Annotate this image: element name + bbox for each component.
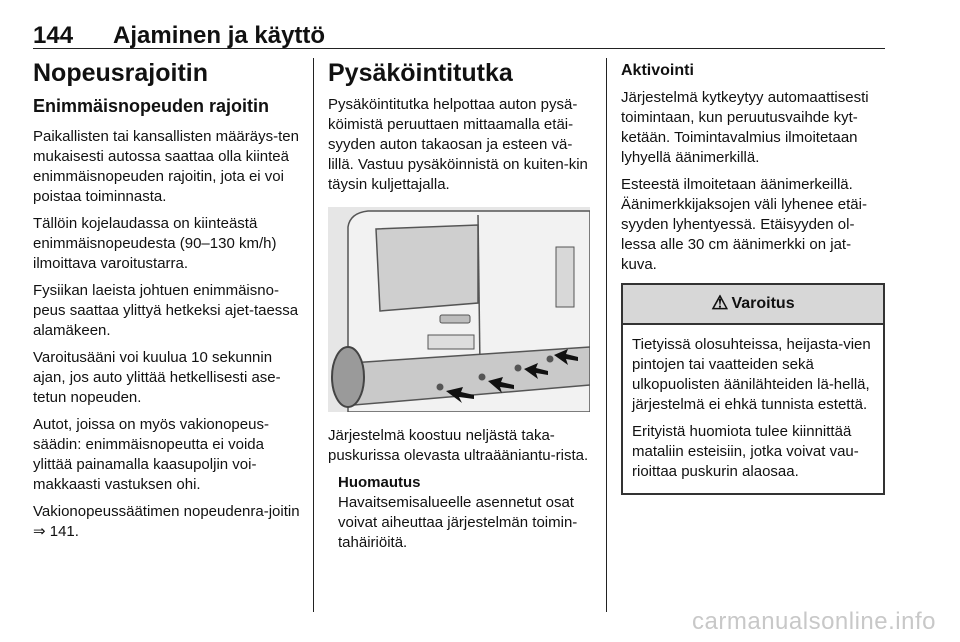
- note-title: Huomautus: [338, 474, 421, 492]
- warning-title: Varoitus: [731, 294, 795, 312]
- paragraph: Autot, joissa on myös vakionopeus-säädin: enimmäisnopeutta ei voida ylittää painamalla kaasupoljin voi-makkaasti vastuksen ohi.: [33, 415, 269, 493]
- page-number: 144: [33, 22, 74, 49]
- sensor-dot: [515, 365, 522, 372]
- column-divider: [606, 58, 607, 612]
- subsection-title: Enimmäisnopeuden rajoitin: [33, 96, 270, 117]
- warning-box: [621, 283, 885, 495]
- column-activation: [621, 58, 885, 495]
- sensor-dot: [479, 374, 486, 381]
- watermark: carmanualsonline.info: [692, 608, 936, 635]
- warning-text: Erityistä huomiota tulee kiinnittää mataliin esteisiin, jotka voivat vau-rioittaa puskurin alaosaa.: [632, 422, 859, 480]
- paragraph: Järjestelmä kytkeytyy automaattisesti toimintaan, kun peruutusvaihde kyt-ketään. Toimintavalmius ilmoitetaan lyhyellä äänimerkillä.: [621, 88, 869, 166]
- paragraph: Esteestä ilmoitetaan äänimerkeillä. Äänimerkkijaksojen väli lyhenee etäi-syyden lyhentyessä. Etäisyyden ol-lessa alle 30 cm äänimerkki on jat-kuva.: [621, 175, 867, 273]
- paragraph: Varoitusääni voi kuulua 10 sekunnin ajan, jos auto ylittää hetkellisesti ase-tetun nopeuden.: [33, 348, 281, 406]
- page-header: [33, 8, 885, 49]
- column-parking-radar: [328, 58, 596, 560]
- paragraph: Järjestelmä koostuu neljästä taka-puskurissa olevasta ultraääniantu-rista.: [328, 427, 589, 465]
- rear-bumper-sensors-illustration: [328, 207, 590, 412]
- warning-body: [623, 325, 883, 493]
- warning-triangle-icon: ⚠: [711, 293, 729, 315]
- section-title: Pysäköintitutka: [328, 59, 513, 87]
- paragraph: Pysäköintitutka helpottaa auton pysä-köimistä peruuttaen mittaamalla etäi-syyden auton takaosan ja esteen vä-lillä. Vastuu pysäköinnistä on kuiten-kin täysin kuljettajalla.: [328, 96, 588, 194]
- section-title: Aktivointi: [621, 62, 694, 79]
- column-speed-limiter: [33, 58, 301, 549]
- paragraph: Tällöin kojelaudassa on kiinteästä enimmäisnopeudesta (90–130 km/h) ilmoittava varoitustarra.: [33, 214, 277, 272]
- sensor-dot: [547, 356, 554, 363]
- warning-header: [623, 285, 883, 325]
- paragraph: Fysiikan laeista johtuen enimmäisno-peus saattaa ylittyä hetkeksi ajet-taessa alamäkeen.: [33, 281, 299, 339]
- van-rear-illustration: [328, 207, 590, 412]
- section-title: Nopeusrajoitin: [33, 59, 209, 87]
- chapter-title: Ajaminen ja käyttö: [113, 22, 326, 49]
- cross-reference-link[interactable]: Vakionopeussäätimen nopeudenra-joitin ⇒ 141.: [33, 502, 300, 540]
- note-box: [338, 473, 596, 553]
- note-text: Havaitsemisalueelle asennetut osat voivat aiheuttaa järjestelmän toimin-tahäiriöitä.: [338, 494, 578, 552]
- paragraph: Paikallisten tai kansallisten määräys-ten mukaisesti autossa saattaa olla kiinteä enimmäisnopeuden rajoitin, jota ei voi poistaa toiminnasta.: [33, 127, 299, 205]
- warning-text: Tietyissä olosuhteissa, heijasta-vien pintojen tai vaatteiden sekä ulkopuolisten äänilähteiden lä-hellä, järjestelmä ei ehkä tunnista estettä.: [632, 335, 871, 413]
- sensor-dot: [437, 384, 444, 391]
- column-divider: [313, 58, 314, 612]
